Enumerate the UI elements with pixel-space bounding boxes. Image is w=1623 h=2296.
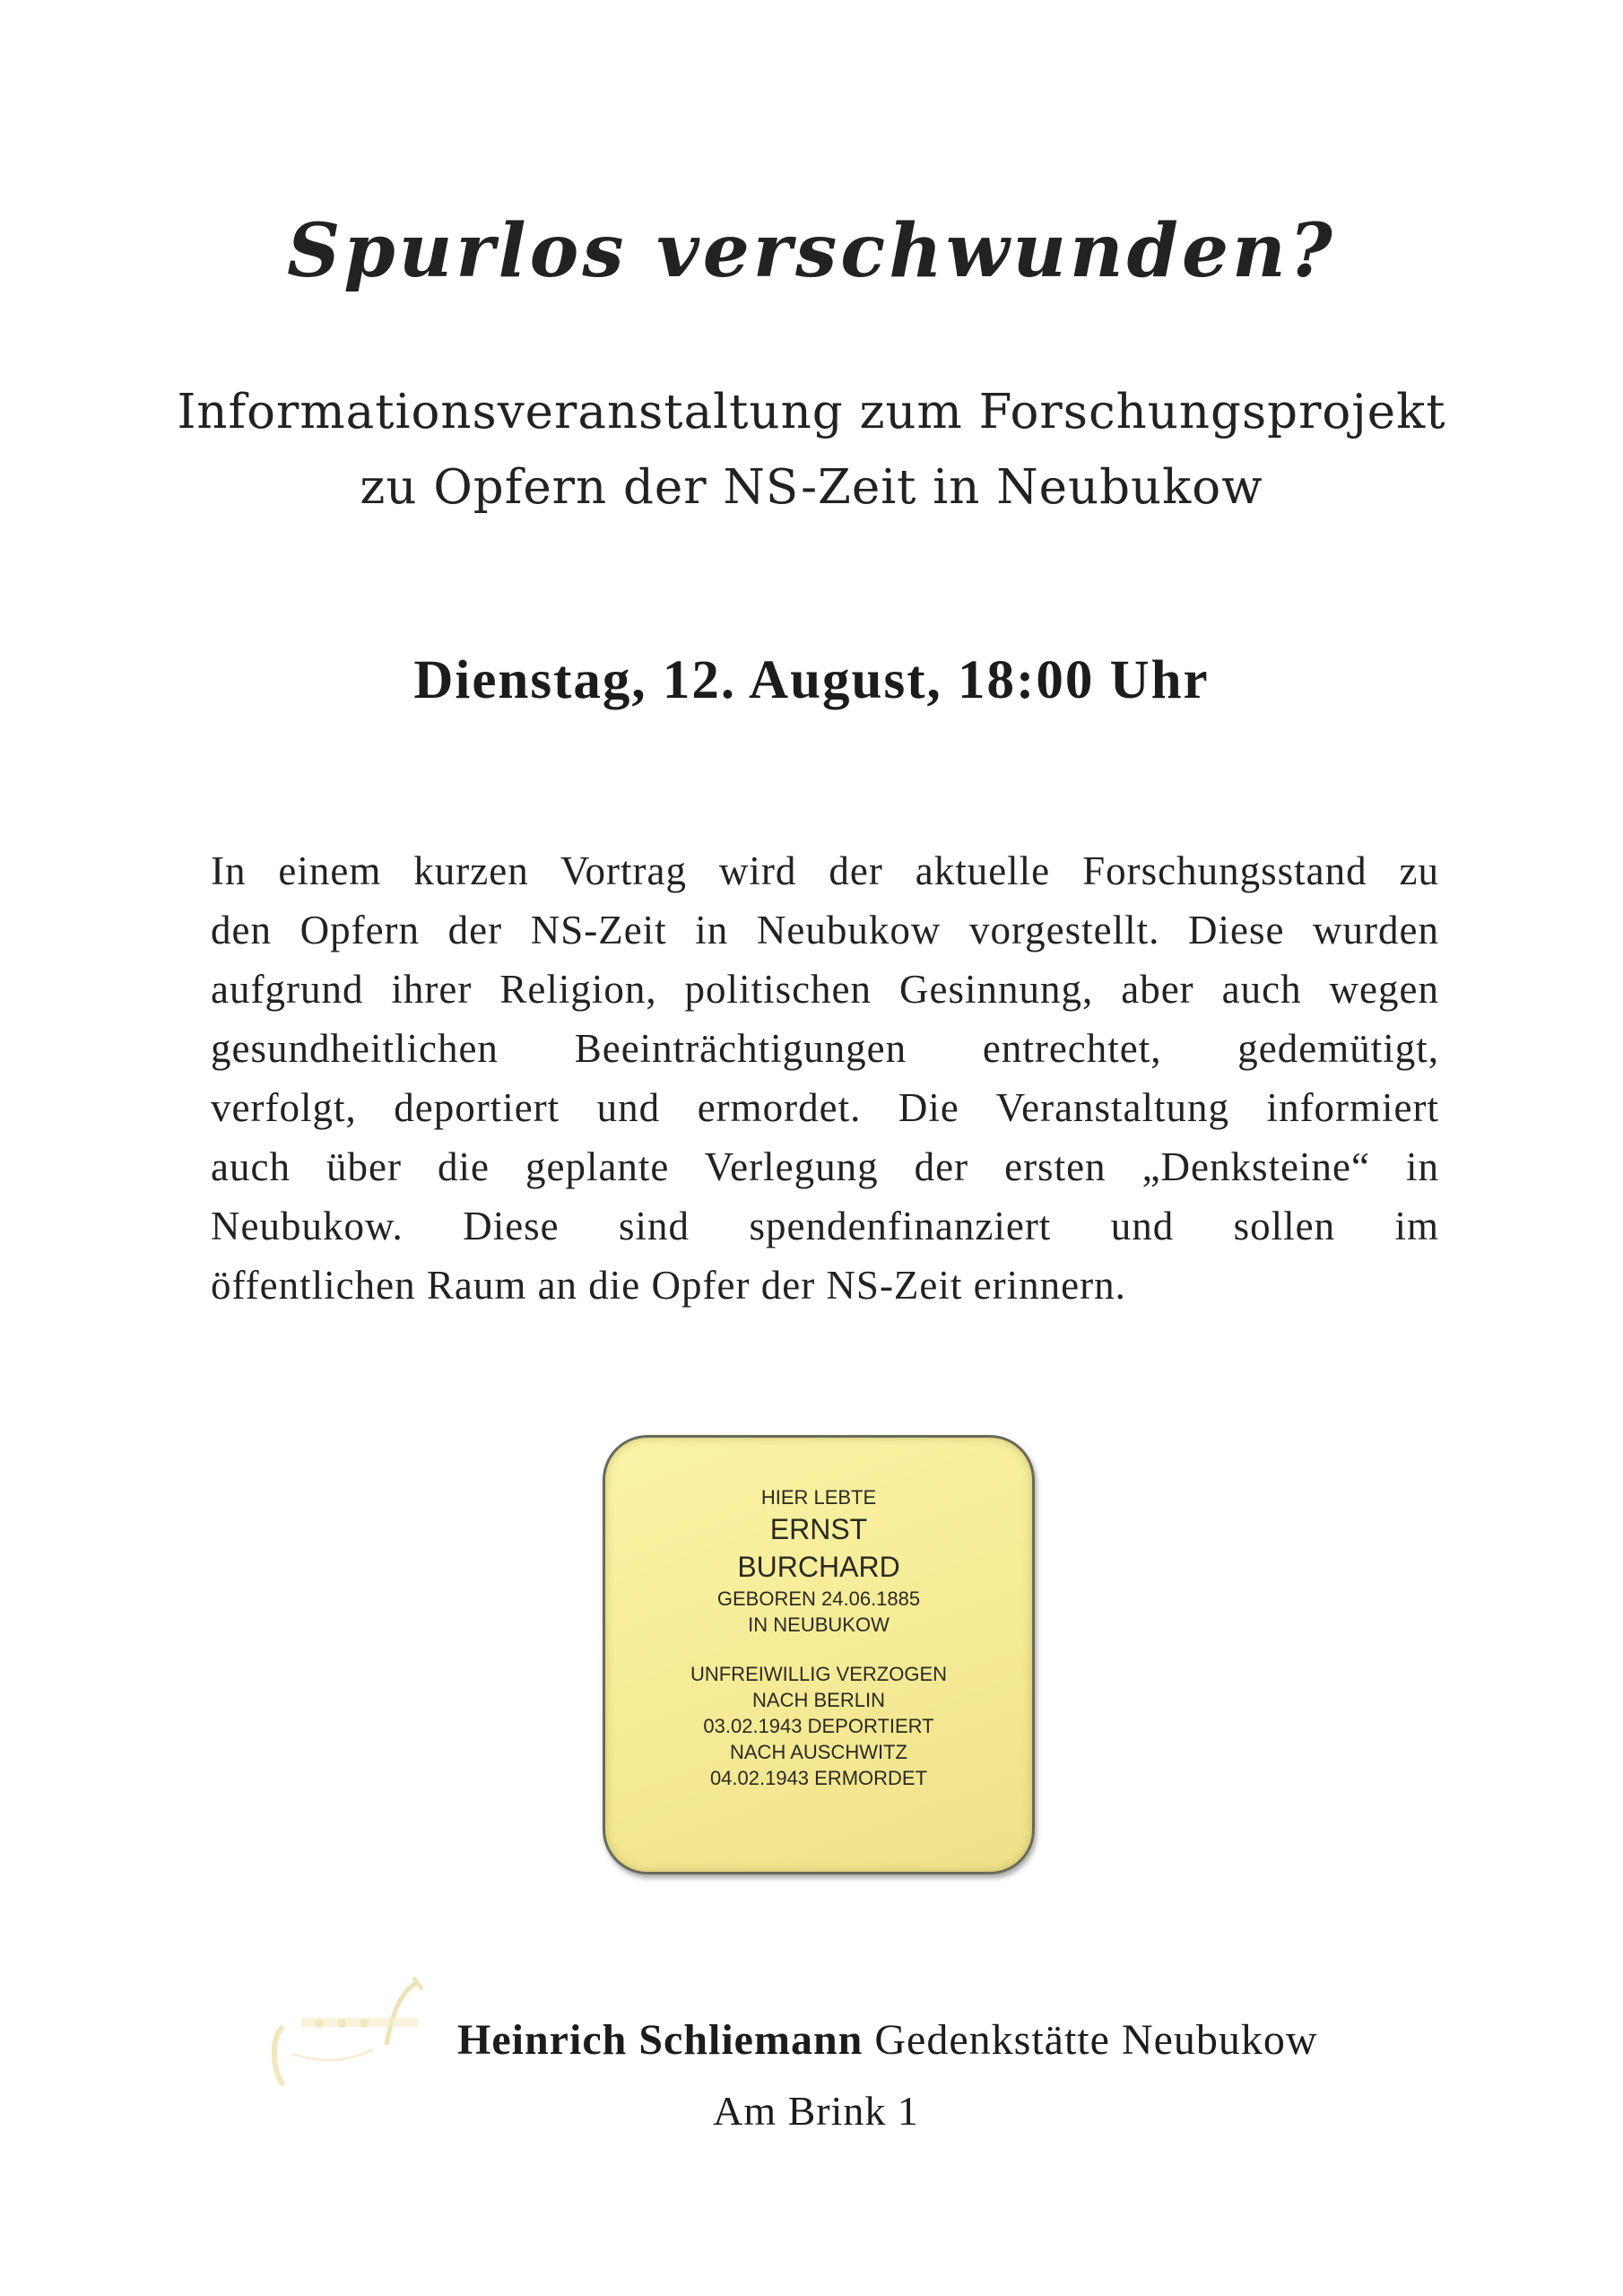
stone-last-name: BURCHARD [737,1551,900,1583]
page-title: Spurlos verschwunden? [287,208,1336,294]
description-line: den Opfern der NS-Zeit in Neubukow vorgestellt. Diese wurden [211,908,1439,952]
description-line: gesundheitlichen Beeinträchtigungen entrechtet, gedemütigt, [211,1026,1439,1071]
stone-line: GEBOREN 24.06.1885 [716,1587,921,1610]
subtitle [0,375,1623,526]
description-line: öffentlichen Raum an die Opfer der NS-Zeit erinnern. [211,1263,1126,1308]
description-line: auch über die geplante Verlegung der ersten „Denksteine“ in [211,1144,1439,1189]
subtitle-line-1: Informationsveranstaltung zum Forschungsprojekt [177,385,1446,439]
stolperstein-image [603,1435,1035,1874]
organization-address: Am Brink 1 [713,2088,919,2134]
description-line: Neubukow. Diese sind spendenfinanziert und sollen im [211,1204,1439,1248]
organization-name-bold: Heinrich Schliemann [457,2016,864,2064]
description-line: aufgrund ihrer Religion, politischen Gesinnung, aber auch wegen [211,967,1439,1012]
museum-logo-icon [265,1964,445,2099]
event-datetime: Dienstag, 12. August, 18:00 Uhr [413,650,1210,710]
stone-line: NACH BERLIN [752,1689,885,1711]
organization-name-rest: Gedenkstätte Neubukow [863,2016,1318,2064]
stone-line: NACH AUSCHWITZ [730,1741,907,1763]
organization-name [457,2015,1444,2065]
description-paragraph [211,841,1439,1315]
stone-line: 03.02.1943 DEPORTIERT [703,1715,934,1737]
stone-line: UNFREIWILLIG VERZOGEN [690,1663,948,1685]
stone-line: IN NEUBUKOW [748,1613,890,1636]
stone-first-name: ERNST [769,1513,868,1545]
description-line: In einem kurzen Vortrag wird der aktuelle Forschungsstand zu [211,848,1439,893]
description-line: verfolgt, deportiert und ermordet. Die Veranstaltung informiert [211,1085,1439,1130]
stone-line: HIER LEBTE [760,1486,877,1509]
stone-line: 04.02.1943 ERMORDET [709,1767,928,1789]
subtitle-line-2: zu Opfern der NS-Zeit in Neubukow [360,460,1263,515]
